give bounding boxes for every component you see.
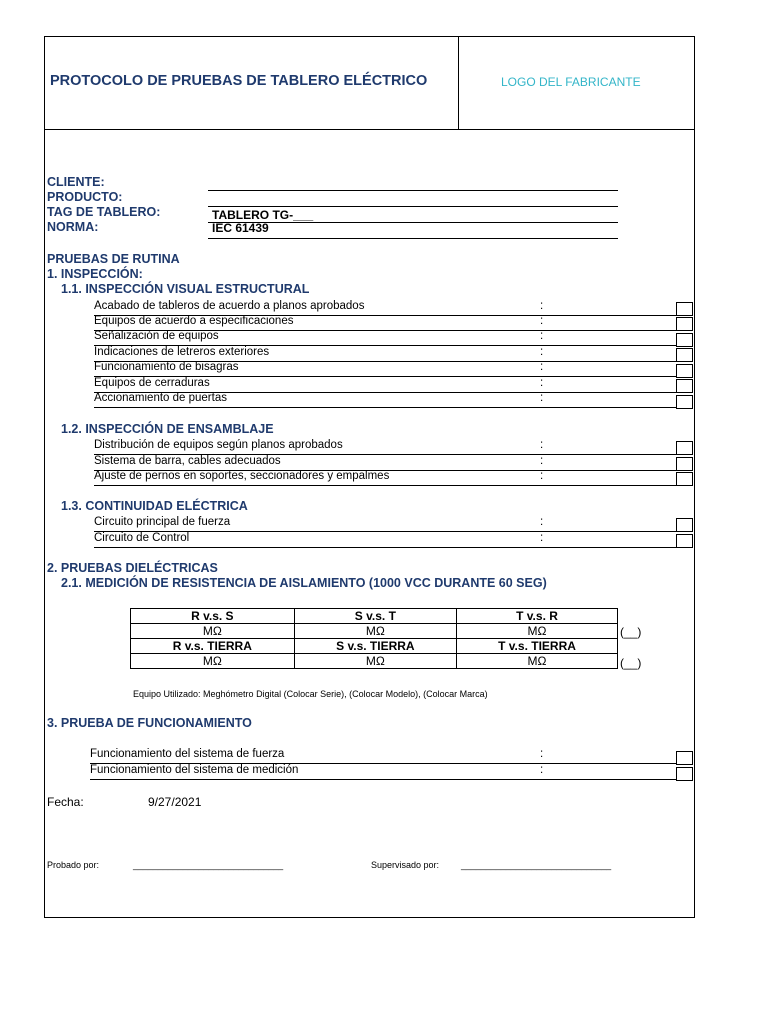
tag-label: TAG DE TABLERO: [47,205,161,219]
producto-label: PRODUCTO: [47,190,123,204]
checkbox[interactable] [676,348,693,362]
measurement-cell[interactable]: MΩ [294,624,456,639]
checklist-item: Acabado de tableros de acuerdo a planos aprobados : [94,300,677,316]
probado-label: Probado por: [47,860,100,870]
pruebas-rutina-heading: PRUEBAS DE RUTINA [47,252,180,266]
checkbox[interactable] [676,472,693,486]
checkbox[interactable] [676,333,693,347]
funcionamiento-heading: 3. PRUEBA DE FUNCIONAMIENTO [47,716,252,730]
checklist-item: Distribución de equipos según planos aprobados : [94,439,677,455]
measurement-cell[interactable]: MΩ [131,654,295,669]
norma-value[interactable]: IEC 61439 [212,221,269,235]
aislamiento-heading: 2.1. MEDICIÓN DE RESISTENCIA DE AISLAMIENTO (1000 VCC DURANTE 60 SEG) [61,576,547,590]
checklist-item: Funcionamiento de bisagras : [94,361,677,377]
checkbox[interactable] [676,441,693,455]
table-header-cell: T v.s. R [457,609,618,624]
tag-value[interactable]: TABLERO TG-___ [212,208,314,222]
equipo-utilizado: Equipo Utilizado: Meghómetro Digital (Colocar Serie), (Colocar Modelo), (Colocar Marca) [133,689,488,699]
continuidad-heading: 1.3. CONTINUIDAD ELÉCTRICA [61,499,248,513]
measurement-cell[interactable]: MΩ [457,654,618,669]
measurement-cell[interactable]: MΩ [294,654,456,669]
checkbox[interactable] [676,751,693,765]
inspeccion-visual-heading: 1.1. INSPECCIÓN VISUAL ESTRUCTURAL [61,282,310,296]
insulation-table [130,608,618,669]
checkbox[interactable] [676,317,693,331]
inspeccion-heading: 1. INSPECCIÓN: [47,267,143,281]
checklist-item: Señalización de equipos : [94,330,677,346]
cliente-field[interactable] [208,190,618,191]
document-title: PROTOCOLO DE PRUEBAS DE TABLERO ELÉCTRICO [50,73,428,89]
table-header-cell: R v.s. TIERRA [131,639,295,654]
measurement-cell[interactable]: MΩ [131,624,295,639]
table-header-cell: S v.s. TIERRA [294,639,456,654]
header-vertical-divider [458,36,459,130]
checklist-item: Equipos de cerraduras : [94,377,677,393]
fecha-value[interactable]: 9/27/2021 [148,795,202,809]
checklist-item: Funcionamiento del sistema de fuerza : [90,748,677,764]
checkbox[interactable] [676,379,693,393]
measurement-cell[interactable]: MΩ [457,624,618,639]
dielectricas-heading: 2. PRUEBAS DIELÉCTRICAS [47,561,218,575]
checklist-item: Funcionamiento del sistema de medición : [90,764,677,780]
table-header-cell: R v.s. S [131,609,295,624]
checkbox[interactable] [676,767,693,781]
table-header-cell: S v.s. T [294,609,456,624]
checkbox[interactable] [676,518,693,532]
result-mark[interactable]: (__) [620,656,642,670]
producto-field[interactable] [208,206,618,207]
cliente-label: CLIENTE: [47,175,105,189]
tag-field-line [208,222,618,223]
table-row [131,654,618,669]
table-row [131,609,618,624]
norma-field-line [208,238,618,239]
checklist-item: Equipos de acuerdo a especificaciones : [94,315,677,331]
checklist-item: Accionamiento de puertas : [94,392,677,408]
header-divider [44,129,695,130]
checklist-item: Indicaciones de letreros exteriores : [94,346,677,362]
checklist-item: Sistema de barra, cables adecuados : [94,455,677,471]
checkbox[interactable] [676,395,693,409]
checklist-item: Ajuste de pernos en soportes, seccionadores y empalmes : [94,470,677,486]
table-header-cell: T v.s. TIERRA [457,639,618,654]
supervisado-label: Supervisado por: [371,860,440,870]
probado-signature-line[interactable]: ______________________________ [133,860,284,870]
checkbox[interactable] [676,457,693,471]
ensamblaje-heading: 1.2. INSPECCIÓN DE ENSAMBLAJE [61,422,274,436]
checklist-item: Circuito de Control : [94,532,677,548]
result-mark[interactable]: (__) [620,625,642,639]
checklist-item: Circuito principal de fuerza : [94,516,677,532]
fecha-label: Fecha: [47,795,84,809]
checkbox[interactable] [676,302,693,316]
table-row [131,624,618,639]
checkbox[interactable] [676,534,693,548]
supervisado-signature-line[interactable]: ______________________________ [461,860,612,870]
logo-placeholder: LOGO DEL FABRICANTE [501,75,641,89]
norma-label: NORMA: [47,220,99,234]
table-row [131,639,618,654]
checkbox[interactable] [676,364,693,378]
